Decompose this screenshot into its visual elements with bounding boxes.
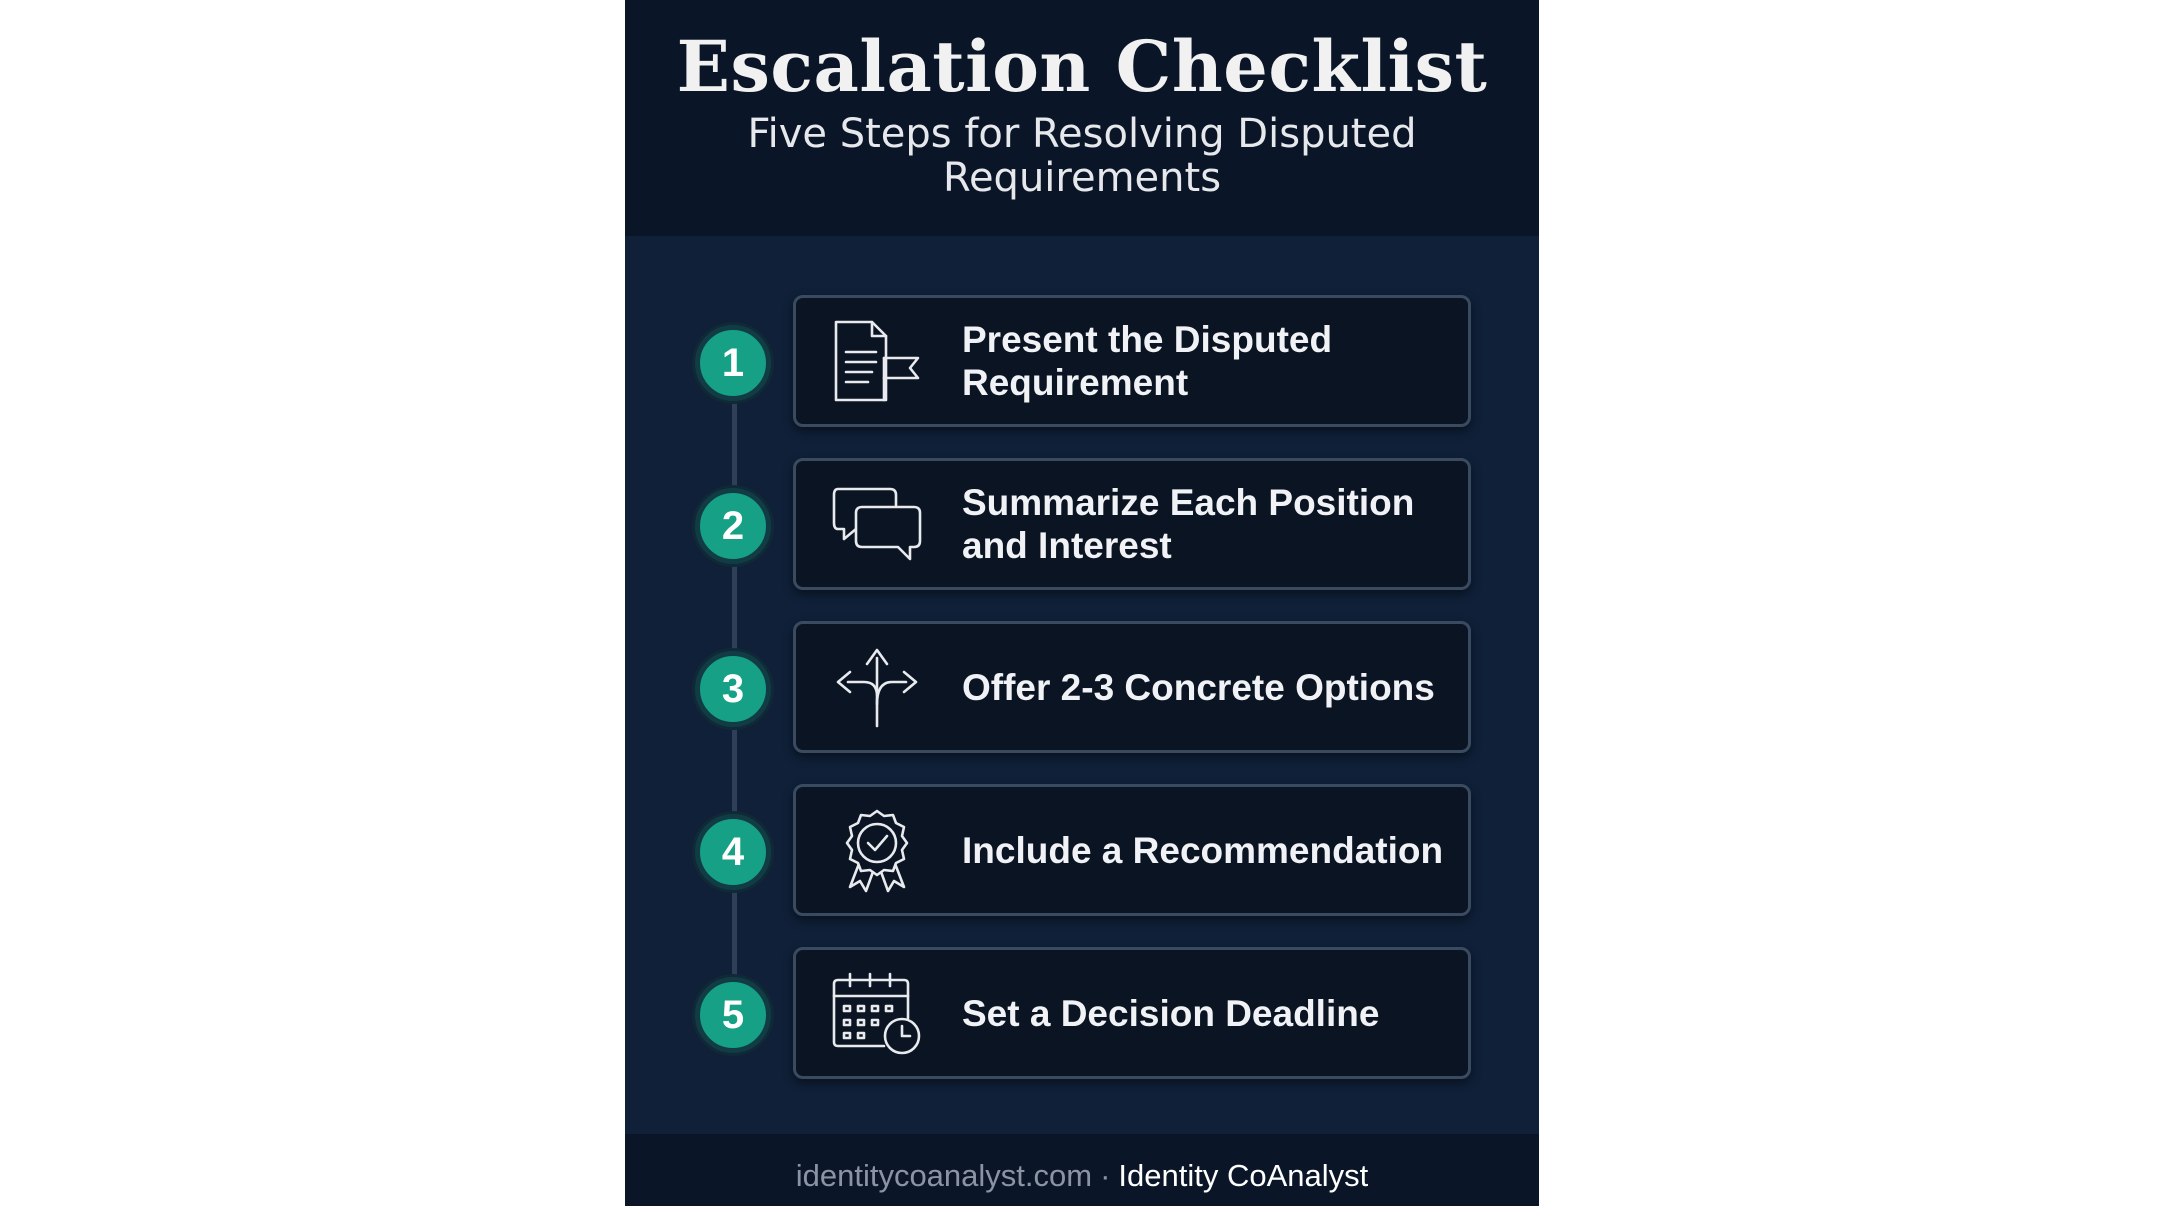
- step-card-3: [793, 621, 1471, 753]
- poster-header: [625, 0, 1539, 236]
- step-card-1: [793, 295, 1471, 427]
- step-label-2: Summarize Each Position and Interest: [962, 482, 1415, 566]
- poster-footer: [625, 1134, 1539, 1206]
- chat-bubbles-icon: [832, 481, 922, 567]
- step-label-5: Set a Decision Deadline: [962, 992, 1380, 1034]
- step-label-1: Present the Disputed Requirement: [962, 319, 1333, 403]
- step-card-2: [793, 458, 1471, 590]
- step-number-1: 1: [695, 325, 771, 401]
- footer-site-link[interactable]: identitycoanalyst.com: [795, 1158, 1093, 1193]
- step-number-2: 2: [695, 488, 771, 564]
- document-flag-icon: [832, 318, 922, 404]
- step-label-4: Include a Recommendation: [962, 829, 1444, 871]
- step-card-5: [793, 947, 1471, 1079]
- step-number-4: 4: [695, 814, 771, 890]
- step-card-4: [793, 784, 1471, 916]
- footer-brand: Identity CoAnalyst: [1118, 1158, 1369, 1193]
- diverging-arrows-icon: [832, 644, 922, 730]
- calendar-clock-icon: [832, 970, 922, 1056]
- award-badge-icon: [832, 807, 922, 893]
- footer-separator: ·: [1100, 1158, 1111, 1193]
- step-label-3: Offer 2-3 Concrete Options: [962, 666, 1435, 708]
- step-number-5: 5: [695, 977, 771, 1053]
- step-number-3: 3: [695, 651, 771, 727]
- checklist-poster: [625, 0, 1539, 1206]
- page-title: Escalation Checklist: [676, 25, 1488, 108]
- page-subtitle: Five Steps for Resolving Disputed Requirements: [747, 111, 1417, 201]
